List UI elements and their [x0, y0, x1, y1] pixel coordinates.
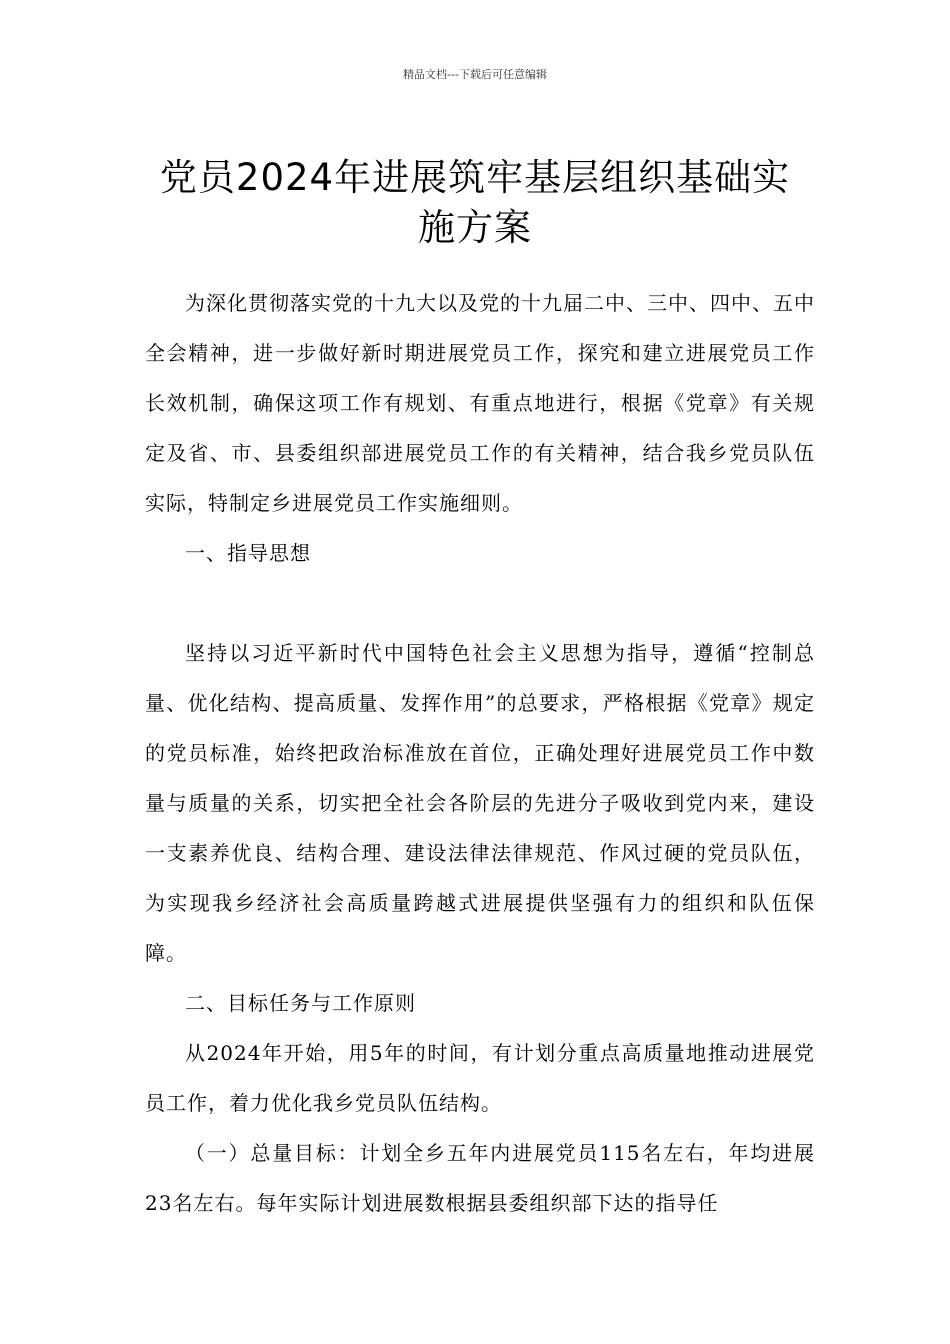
section-heading-2: 二、目标任务与工作原则: [185, 991, 416, 1015]
guiding-paragraph: 坚持以习近平新时代中国特色社会主义思想为指导，遵循“控制总量、优化结构、提高质量、发挥作用”的总要求，严格根据《党章》规定的党员标准，始终把政治标准放在首位，正确处理好进展党员工作中数量与质量的关系，切实把全社会各阶层的先进分子吸收到党内来，建设一支素养优良、结构合理、建设法律法律规范、作风过硬的党员队伍，为实现我乡经济社会高质量跨越式进展提供坚强有力的组织和队伍保障。: [145, 641, 815, 965]
total-target-paragraph: （一）总量目标：计划全乡五年内进展党员115名左右，年均进展23名左右。每年实际计划进展数根据县委组织部下达的指导任: [145, 1141, 815, 1215]
goal-block: [145, 1028, 815, 1128]
header-note: 精品文档---下载后可任意编辑: [403, 68, 547, 81]
intro-paragraph: 为深化贯彻落实党的十九大以及党的十九届二中、三中、四中、五中全会精神，进一步做好新时期进展党员工作，探究和建立进展党员工作长效机制，确保这项工作有规划、有重点地进行，根据《党章》有关规定及省、市、县委组织部进展党员工作的有关精神，结合我乡党员队伍实际，特制定乡进展党员工作实施细则。: [145, 291, 815, 515]
section-heading-2-block: [145, 978, 815, 1028]
title-line-2: 施方案: [418, 205, 532, 249]
document-title: [120, 153, 830, 253]
section-heading-1: 一、指导思想: [185, 541, 311, 565]
section-heading-1-block: [145, 528, 815, 578]
goal-paragraph: 从2024年开始，用5年的时间，有计划分重点高质量地推动进展党员工作，着力优化我乡党员队伍结构。: [145, 1041, 815, 1115]
guiding-block: [145, 628, 815, 978]
total-target-block: [145, 1128, 815, 1228]
title-line-1: 党员2024年进展筑牢基层组织基础实: [159, 155, 791, 199]
intro-block: [145, 278, 815, 528]
